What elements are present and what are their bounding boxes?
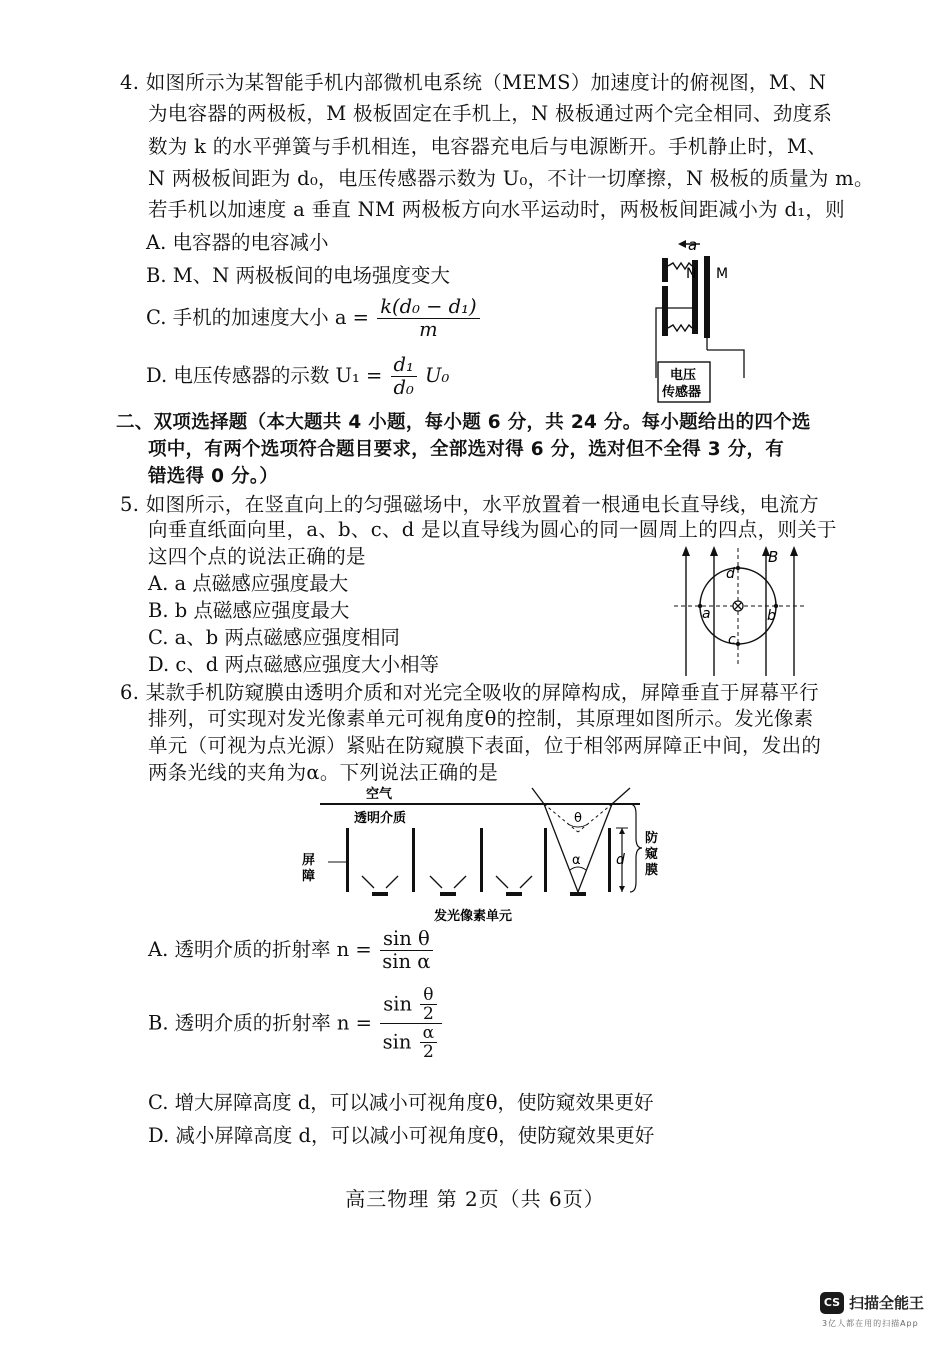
voltage-sensor-label-2: 传感器	[662, 385, 702, 400]
point-c	[736, 642, 740, 646]
ray-4b-inside	[578, 804, 612, 892]
barrier-2	[412, 828, 415, 892]
q6-option-b-numerator	[380, 986, 441, 1024]
barrier-5	[608, 828, 611, 892]
ray-4a-outside	[532, 788, 544, 804]
field-arrow-2	[710, 546, 718, 556]
ray-2b	[454, 876, 466, 888]
q5-option-d: D. c、d 两点磁感应强度大小相等	[148, 653, 439, 676]
q6-option-b-num-half	[420, 986, 436, 1023]
q4-option-d-fraction	[391, 354, 417, 399]
q6-option-b-den-two: 2	[422, 1042, 434, 1062]
voltage-sensor-label-1: 电压	[670, 368, 697, 383]
acceleration-arrowhead	[678, 240, 686, 248]
q4-line-5: 若手机以加速度 a 垂直 NM 两极板方向水平运动时，两极板间距减小为 d₁，则	[148, 198, 845, 221]
q6-line-3: 单元（可视为点光源）紧贴在防窥膜下表面，位于相邻两屏障正中间，发出的	[148, 734, 822, 757]
q6-option-d: D. 减小屏障高度 d，可以减小可视角度θ，使防窥效果更好	[148, 1124, 655, 1147]
ray-1a	[362, 876, 374, 888]
q4-option-d-numerator: d₁	[391, 354, 417, 377]
pixel-2	[440, 892, 456, 896]
q6-option-a-numerator: sin θ	[380, 928, 433, 951]
left-wall-top	[662, 258, 668, 282]
q4-option-c-text: C. 手机的加速度大小 a =	[146, 306, 369, 329]
q5-option-c: C. a、b 两点磁感应强度相同	[148, 626, 400, 649]
ray-3a	[496, 876, 508, 888]
pixel-3	[506, 892, 522, 896]
point-a-label: a	[702, 606, 711, 622]
q4-option-c	[146, 296, 482, 341]
q6-option-a	[148, 928, 435, 973]
q5-line-1: 5. 如图所示，在竖直向上的匀强磁场中，水平放置着一根通电长直导线，电流方	[120, 493, 819, 516]
scanner-watermark	[820, 1290, 940, 1334]
ray-3b	[520, 876, 532, 888]
point-d-label: d	[726, 566, 735, 582]
alpha-label: α	[572, 853, 581, 868]
section-2-line-3: 错选得 0 分。）	[148, 466, 279, 487]
q6-option-c: C. 增大屏障高度 d，可以减小可视角度θ，使防窥效果更好	[148, 1091, 654, 1114]
magnetic-field-figure	[672, 540, 812, 680]
q6-option-b-text: B. 透明介质的折射率 n =	[148, 1011, 373, 1035]
plate-n-label: N	[686, 266, 697, 282]
q6-option-a-denominator: sin α	[382, 950, 431, 973]
field-arrow-4	[790, 546, 798, 556]
section-2-line-2: 项中，有两个选项符合题目要求，全部选对得 6 分，选对但不全得 3 分，有	[148, 439, 785, 460]
q4-line-2: 为电容器的两极板，M 极板固定在手机上，N 极板通过两个完全相同、劲度系	[148, 102, 833, 125]
pixel-4	[570, 892, 586, 896]
page-footer: 高三物理 第 2页（共 6页）	[345, 1187, 605, 1211]
pixel-label: 发光像素单元	[434, 909, 513, 924]
ray-4a-inside	[544, 804, 578, 892]
barrier-3	[480, 828, 483, 892]
q6-option-b-num-theta: θ	[420, 986, 436, 1005]
q6-option-b-den-half	[420, 1024, 437, 1061]
pixel-1	[372, 892, 388, 896]
q4-option-d-denominator: d₀	[393, 376, 414, 399]
q4-option-d	[146, 354, 449, 399]
barrier-4	[544, 828, 547, 892]
section-2-line-1: 二、双项选择题（本大题共 4 小题，每小题 6 分，共 24 分。每小题给出的四个选	[116, 412, 811, 433]
plate-m-label: M	[716, 266, 729, 282]
height-arrow-bottom	[619, 886, 625, 892]
wire-right	[707, 350, 744, 378]
q6-line-1: 6. 某款手机防窥膜由透明介质和对光完全吸收的屏障构成，屏障垂直于屏幕平行	[120, 681, 819, 704]
left-wall-bottom	[662, 286, 668, 336]
medium-label: 透明介质	[354, 811, 407, 826]
q6-option-a-fraction	[380, 928, 433, 973]
q6-option-a-text: A. 透明介质的折射率 n =	[148, 938, 372, 961]
mems-figure	[640, 228, 760, 404]
q5-line-2: 向垂直纸面向里，a、b、c、d 是以直导线为圆心的同一圆周上的四点，则关于	[148, 518, 837, 541]
q4-line-1: 4. 如图所示为某智能手机内部微机电系统（MEMS）加速度计的俯视图，M、N	[120, 71, 827, 94]
q5-option-a: A. a 点磁感应强度最大	[148, 572, 349, 595]
q4-line-4: N 两极板间距为 d₀，电压传感器示数为 U₀，不计一切摩擦，N 极板的质量为 m。	[148, 167, 874, 190]
air-label: 空气	[366, 787, 393, 802]
q6-option-b-den-sin: sin	[382, 1030, 412, 1054]
ray-4b-outside	[612, 788, 630, 804]
q6-option-b-den-alpha: α	[420, 1024, 437, 1043]
q5-line-3: 这四个点的说法正确的是	[148, 545, 366, 568]
ray-2a	[430, 876, 442, 888]
theta-label: θ	[574, 811, 582, 826]
film-label-2: 窥	[645, 847, 659, 862]
scanner-logo-icon: CS	[820, 1292, 844, 1314]
field-arrow-1	[682, 546, 690, 556]
barrier-1	[346, 828, 349, 892]
q4-option-c-fraction	[377, 296, 479, 341]
scanner-title: 扫描全能王	[849, 1294, 925, 1312]
barrier-label-1: 屏	[302, 853, 316, 868]
q6-line-2: 排列，可实现对发光像素单元可视角度θ的控制，其原理如图所示。发光像素	[148, 707, 814, 730]
q6-option-b	[148, 986, 444, 1061]
film-label-1: 防	[645, 831, 659, 846]
q6-option-b-denominator	[380, 1024, 441, 1061]
q4-option-b: B. M、N 两极板间的电场强度变大	[146, 264, 450, 287]
q6-option-b-fraction	[380, 986, 441, 1061]
q5-option-b: B. b 点磁感应强度最大	[148, 599, 350, 622]
q4-option-c-numerator: k(d₀ − d₁)	[377, 296, 479, 319]
privacy-film-figure	[296, 784, 666, 926]
q6-line-4: 两条光线的夹角为α。下列说法正确的是	[148, 761, 499, 784]
scanner-subtitle: 3亿人都在用的扫描App	[822, 1319, 919, 1328]
point-b-label: b	[767, 608, 776, 624]
q4-option-a: A. 电容器的电容减小	[146, 231, 329, 254]
barrier-label-2: 障	[302, 869, 316, 884]
height-arrow-top	[619, 828, 625, 834]
q4-option-d-text: D. 电压传感器的示数 U₁ =	[146, 364, 383, 387]
wire-n	[656, 308, 695, 358]
height-label: d	[616, 852, 625, 868]
film-brace	[630, 804, 642, 892]
plate-m	[704, 256, 710, 338]
acceleration-label: a	[688, 236, 698, 254]
film-label-3: 膜	[645, 863, 659, 878]
ray-1b	[386, 876, 398, 888]
q4-line-3: 数为 k 的水平弹簧与手机相连，电容器充电后与电源断开。手机静止时，M、	[148, 135, 827, 158]
q4-option-c-denominator: m	[419, 318, 438, 341]
point-c-label: c	[728, 632, 736, 648]
spring-bottom	[668, 325, 692, 331]
q6-option-b-num-two: 2	[422, 1004, 434, 1024]
point-d	[736, 566, 740, 570]
q6-option-b-num-sin: sin	[383, 992, 413, 1016]
field-label-b: B	[768, 548, 779, 566]
q4-option-d-suffix: U₀	[425, 364, 450, 387]
